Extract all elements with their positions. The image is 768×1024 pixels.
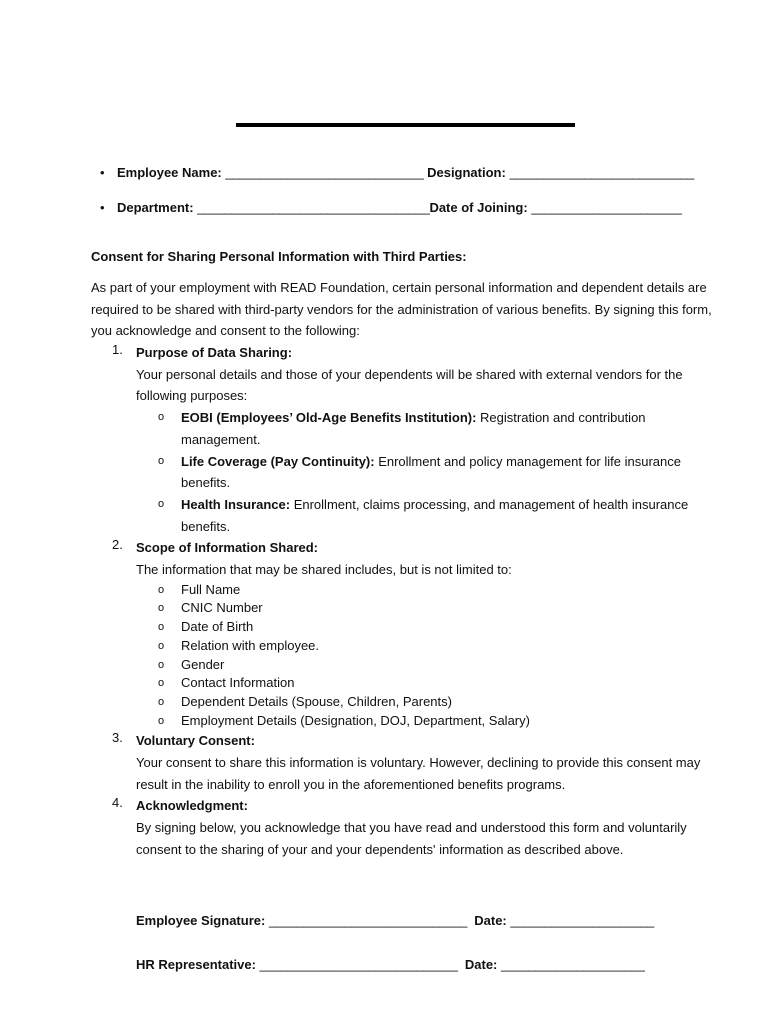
sub-bullet: o [158, 677, 165, 690]
employee-signature-blank[interactable]: _____________________________ [268, 913, 468, 928]
department-row [100, 199, 682, 217]
sub-item-bold: EOBI (Employees’ Old-Age Benefits Institution): [181, 410, 477, 426]
employee-date-label: Date: [474, 913, 507, 928]
sub-item-text: Contact Information [181, 675, 295, 691]
list-item [136, 674, 726, 693]
sub-bullet: o [158, 583, 165, 596]
title-underline [236, 123, 575, 127]
sub-item-text: Employment Details (Designation, DOJ, Department, Salary) [181, 712, 530, 728]
employee-name-row [100, 164, 694, 182]
hr-date-blank[interactable]: _____________________ [501, 957, 645, 972]
section-title: Consent for Sharing Personal Information with Third Parties: [91, 249, 467, 264]
item-number: 2. [112, 537, 123, 553]
hr-signature-blank[interactable]: _____________________________ [259, 957, 458, 972]
item-number: 1. [112, 342, 123, 357]
date-of-joining-label: Date of Joining: [429, 200, 528, 215]
item-body: By signing below, you acknowledge that you have read and understood this form and voluntarily consent to the sharing of your and your dependents' information as described above. [136, 820, 687, 857]
item-title: Scope of Information Shared: [136, 540, 319, 556]
list-item-voluntary-consent [0, 730, 726, 795]
sub-bullet: o [158, 621, 165, 634]
item-number: 3. [112, 730, 123, 746]
list-item-purpose [0, 342, 726, 537]
item-title: Acknowledgment: [136, 798, 248, 814]
sub-item-text: Registration and contribution management. [181, 410, 646, 447]
list-item [136, 693, 726, 712]
sub-item-life-coverage [136, 451, 726, 494]
sub-bullet: o [158, 411, 165, 424]
item-title: Voluntary Consent: [136, 733, 255, 749]
sub-bullet: o [158, 639, 165, 652]
sub-bullet: o [158, 658, 165, 671]
list-item [136, 656, 726, 675]
sub-bullet: o [158, 454, 165, 467]
bullet: • [100, 200, 105, 215]
sub-item-text: CNIC Number [181, 600, 263, 616]
sub-item-text: Dependent Details (Spouse, Children, Parents) [181, 693, 452, 709]
date-of-joining-blank[interactable]: ______________________ [531, 200, 682, 215]
list-item [136, 637, 726, 656]
employee-date-blank[interactable]: _____________________ [510, 913, 654, 928]
designation-blank[interactable]: ___________________________ [509, 165, 694, 180]
sub-item-text: Full Name [181, 581, 241, 597]
hr-date-label: Date: [464, 957, 498, 972]
list-item-scope [0, 537, 726, 730]
list-item [136, 599, 726, 618]
hr-signature-row [136, 956, 644, 974]
designation-label: Designation: [427, 165, 506, 180]
sub-item-health-insurance [136, 494, 726, 537]
sub-item-text: Date of Birth [181, 619, 254, 635]
sub-bullet: o [158, 497, 165, 510]
list-item-acknowledgment [0, 795, 726, 860]
item-body: The information that may be shared includes, but is not limited to: [136, 562, 512, 578]
department-blank[interactable]: __________________________________ [197, 200, 430, 215]
employee-signature-label: Employee Signature: [136, 913, 266, 928]
sub-bullet: o [158, 714, 165, 727]
sub-item-text: Relation with employee. [181, 637, 320, 653]
sub-item-text: Gender [181, 656, 225, 672]
employee-name-label: Employee Name: [117, 165, 222, 180]
item-title: Purpose of Data Sharing: [136, 345, 293, 360]
sub-item-text: Enrollment, claims processing, and management of health insurance benefits. [181, 496, 689, 534]
item-number: 4. [112, 795, 123, 811]
hr-representative-label: HR Representative: [136, 957, 256, 972]
list-item [136, 618, 726, 637]
item-body: Your consent to share this information is voluntary. However, declining to provide this consent may result in the inability to enroll you in the aforementioned benefits programs. [136, 755, 701, 792]
sub-bullet: o [158, 602, 165, 615]
sub-item-bold: Life Coverage (Pay Continuity): [181, 453, 375, 469]
numbered-list [0, 342, 768, 861]
employee-name-blank[interactable]: _____________________________ [225, 165, 424, 180]
sub-item-bold: Health Insurance: [181, 496, 291, 512]
list-item [136, 712, 726, 731]
list-item [136, 581, 726, 600]
department-label: Department: [117, 200, 194, 215]
sub-item-text: Enrollment and policy management for life insurance benefits. [181, 453, 681, 491]
bullet: • [100, 165, 105, 180]
item-body: Your personal details and those of your dependents will be shared with external vendors for the following purposes: [136, 366, 683, 404]
sub-bullet: o [158, 695, 165, 708]
employee-signature-row [136, 912, 654, 930]
sub-item-eobi [136, 407, 726, 450]
intro-paragraph: As part of your employment with READ Foundation, certain personal information and dependent details are required to be shared with third-party vendors for the administration of various benefits. By signing this form, you acknowledge and consent to the following: [91, 280, 712, 339]
